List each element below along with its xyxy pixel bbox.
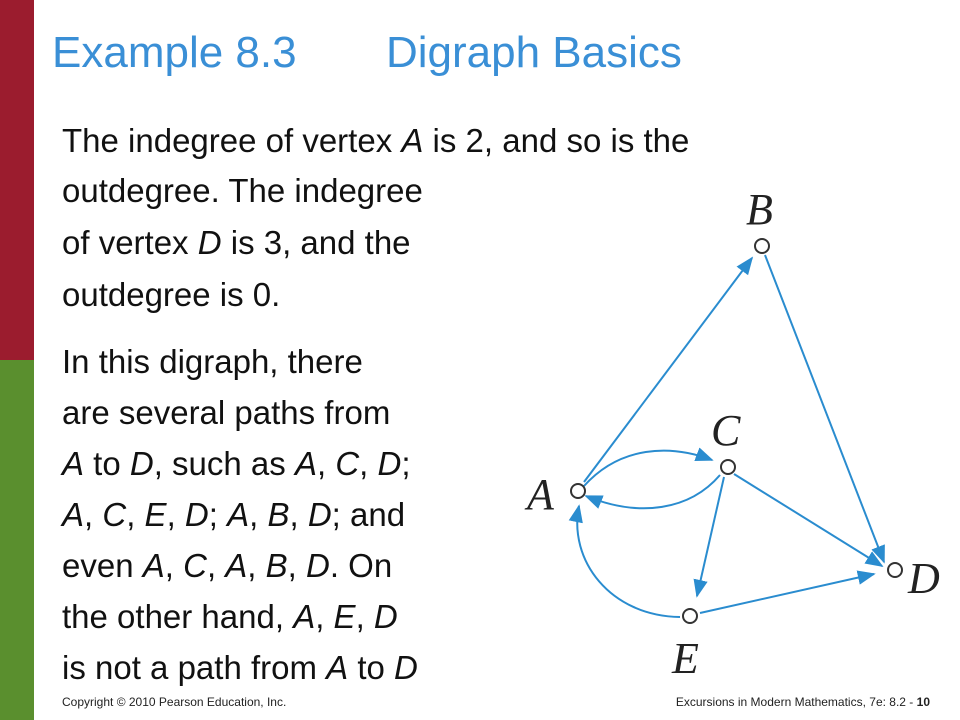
- footer-page-number: 10: [916, 695, 930, 709]
- title-topic: Digraph Basics: [386, 28, 682, 77]
- vertex-a: [571, 484, 585, 498]
- digraph-figure: [520, 180, 960, 680]
- footer-book-title: Excursions in Modern Mathematics, 7e: 8.2 -: [675, 695, 917, 709]
- text-line: is not a path from A to D: [62, 649, 418, 686]
- paragraph-degrees: [62, 165, 423, 321]
- edge-e-a: [577, 506, 680, 617]
- vertex-label-e: E: [672, 634, 699, 680]
- vertex-e: [683, 609, 697, 623]
- intro-line: The indegree of vertex A is 2, and so is the: [62, 122, 690, 159]
- text-line: outdegree. The indegree: [62, 172, 423, 209]
- vertex-label-b: B: [746, 185, 773, 234]
- footer-book: [676, 695, 930, 709]
- text-line: outdegree is 0.: [62, 276, 281, 313]
- vertex-c: [721, 460, 735, 474]
- edge-c-a: [586, 475, 720, 508]
- slide-title: [52, 28, 682, 78]
- vertex-label-a: A: [527, 470, 554, 519]
- footer-copyright: Copyright © 2010 Pearson Education, Inc.: [62, 695, 287, 709]
- vertex-d: [888, 563, 902, 577]
- edge-c-d: [734, 474, 882, 566]
- vertex-b: [755, 239, 769, 253]
- text-line: of vertex D is 3, and the: [62, 224, 411, 261]
- paragraph-paths: [62, 336, 418, 693]
- edge-b-d: [765, 255, 884, 562]
- text-line: even A, C, A, B, D. On: [62, 547, 393, 584]
- text-line: are several paths from: [62, 394, 391, 431]
- edge-e-d: [700, 574, 874, 613]
- side-bar-red: [0, 0, 34, 360]
- side-bar-green: [0, 360, 34, 720]
- vertex-label-c: C: [711, 406, 741, 455]
- title-number: Example 8.3: [52, 28, 297, 77]
- edge-c-e: [697, 477, 724, 596]
- vertex-label-d: D: [908, 554, 940, 603]
- text-line: In this digraph, there: [62, 343, 363, 380]
- text-line: the other hand, A, E, D: [62, 598, 398, 635]
- text-line: A, C, E, D; A, B, D; and: [62, 496, 406, 533]
- text-line: A to D, such as A, C, D;: [62, 445, 411, 482]
